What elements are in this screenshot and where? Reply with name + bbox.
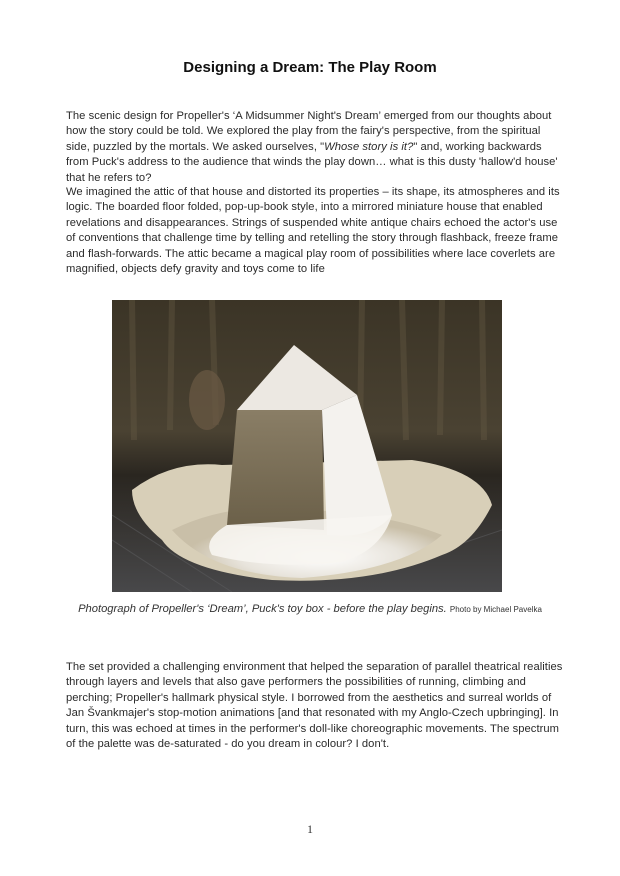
paragraph-2: We imagined the attic of that house and distorted its properties – its shape, its atmospheres and its logic. The boarded floor folded, pop-up-book style, into a mirrored miniature house that enabled revelations and disappearances. Strings of suspended white antique chairs echoed the actor's use of conventions that challenge time by telling and retelling the story through flashback, freeze frame and flash-forwards. The attic became a magical play room of possibilities where lace coverlets are magnified, objects defy gravity and toys come to life	[66, 186, 560, 276]
paragraph-1-italic-quote: Whose story is it?	[324, 140, 414, 153]
document-title: Designing a Dream: The Play Room	[183, 59, 437, 76]
paragraph-1-text-b: " and, working backwards from Puck's address to the audience that winds the play down… what is this dusty 'hallow'd house' that he refers to?	[66, 140, 558, 184]
page-number: 1	[307, 822, 313, 836]
paragraph-3: The set provided a challenging environment that helped the separation of parallel theatrical realities through layers and levels that also gave performers the possibilities of running, climbing and perching; Propeller's hallmark physical style. I borrowed from the aesthetics and surreal worlds of Jan Švankmajer's stop-motion animations [and that resonated with my Anglo-Czech upbringing]. In turn, this was echoed at times in the performer's doll-like choreographic movements. The spectrum of the palette was de-saturated - do you dream in colour? I don't.	[66, 661, 563, 751]
stage-photograph	[112, 300, 502, 592]
paragraph-1-text-a: The scenic design for Propeller's ‘A Midsummer Night's Dream’ emerged from our thoughts about how the story could be told. We explored the play from the fairy's perspective, from the spiritual side, puzzled by the mortals. We asked ourselves, "	[66, 110, 552, 153]
caption-text: Photograph of Propeller's ‘Dream’, Puck's toy box - before the play begins.	[78, 603, 447, 615]
photo-credit: Photo by Michael Pavelka	[449, 605, 542, 614]
paragraph-1	[66, 109, 566, 186]
figure-caption	[0, 603, 620, 615]
